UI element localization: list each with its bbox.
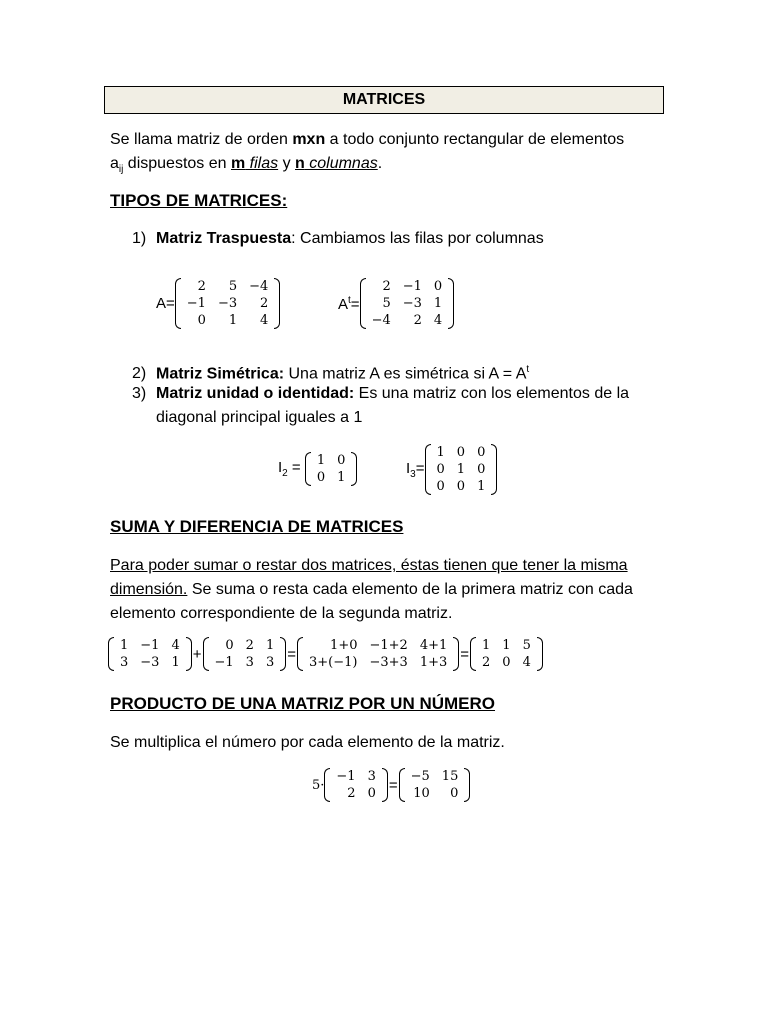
matrix-cell: 4 (260, 313, 269, 328)
matrix-row (366, 295, 449, 312)
matrix-cell: −4 (249, 279, 269, 294)
matrix-i3 (425, 444, 498, 495)
matrix-row (209, 654, 281, 671)
matrix-cell: −4 (371, 313, 391, 328)
matrix-a-label: A= (156, 295, 175, 312)
matrix-at (360, 278, 455, 329)
matrix-cell: 0 (477, 462, 486, 477)
matrix-row (311, 469, 352, 486)
matrix-cell: −1 (140, 638, 160, 653)
matrix-cell: 3+(−1) (309, 655, 358, 670)
matrix-cell: 2 (413, 313, 422, 328)
matrix-a-equation (156, 278, 280, 329)
bracket-right (537, 637, 543, 671)
matrix-cell: −5 (410, 769, 430, 784)
matrix-cell: 0 (197, 313, 206, 328)
matrix-cell: 1 (265, 638, 275, 653)
item-identidad (132, 382, 672, 430)
intro-text: a todo conjunto rectangular de elementos (325, 131, 625, 148)
matrix-i2-label (278, 459, 305, 479)
intro-line-2 (110, 152, 670, 182)
matrix-row (181, 278, 275, 295)
matrix-cell: 2 (245, 638, 254, 653)
matrix-i2-equation (278, 452, 357, 486)
label-sub: 3 (410, 468, 416, 480)
item-sup: t (526, 364, 530, 375)
matrix-cell: 1 (228, 313, 238, 328)
matrix-cell: 1 (171, 655, 180, 670)
equals-sign: = (460, 645, 470, 663)
producto-equation (312, 768, 470, 802)
matrix-cell: 0 (456, 479, 466, 494)
matrix-row (330, 768, 381, 785)
label-text: A (338, 295, 349, 313)
label-eq: = (350, 295, 360, 313)
matrix-row (366, 312, 449, 329)
matrix-row (114, 637, 186, 654)
producto-matrix-1 (324, 768, 387, 802)
producto-matrix-2 (399, 768, 471, 802)
matrix-cell: 5 (382, 296, 391, 311)
item-number: 3) (132, 385, 147, 402)
item-bold: Matriz unidad o identidad: (156, 385, 355, 402)
matrix-cell: −3 (217, 296, 238, 311)
matrix-cell: 1 (120, 638, 129, 653)
item-number: 2) (132, 365, 147, 383)
bracket-right (491, 444, 497, 495)
item-text: : Cambiamos las filas por columnas (291, 230, 544, 247)
matrix-cell: 3 (245, 655, 254, 670)
intro-filas: filas (245, 155, 279, 172)
equals-sign: = (287, 645, 296, 663)
matrix-row (366, 278, 449, 295)
item-text: Es una matriz con los elementos de la (354, 385, 630, 402)
intro-text: y (278, 155, 296, 172)
matrix-row (311, 452, 352, 469)
intro-text: a (110, 155, 119, 172)
matrix-cell: 1 (482, 638, 491, 653)
matrix-cell: 15 (441, 769, 459, 784)
matrix-cell: 2 (347, 786, 356, 801)
label-sup: t (348, 294, 351, 306)
item-text: Una matriz A es simétrica si A = A (284, 365, 527, 383)
matrix-row (330, 785, 381, 802)
matrix-cell: 0 (477, 445, 486, 460)
matrix-cell: 1 (456, 462, 466, 477)
matrix-cell: −1 (336, 769, 356, 784)
matrix-row (209, 637, 281, 654)
matrix-cell: 4 (433, 313, 443, 328)
matrix-cell: 2 (260, 296, 269, 311)
tipos-heading: TIPOS DE MATRICES: (110, 191, 288, 210)
producto-text: Se multiplica el número por cada elemento de la matriz. (110, 734, 505, 751)
intro-order-bold: mxn (292, 131, 326, 148)
suma-paragraph (110, 554, 670, 626)
matrix-cell: 0 (316, 470, 326, 485)
item-traspuesta (132, 227, 544, 251)
page-title: MATRICES (342, 91, 426, 108)
matrix-cell: −1 (402, 279, 422, 294)
matrix-cell: 2 (382, 279, 391, 294)
bracket-right (351, 452, 357, 486)
matrix-i2 (305, 452, 358, 486)
label-text: I (278, 459, 283, 476)
suma-underlined-2: dimensión. (110, 581, 188, 598)
matrix-row (476, 637, 537, 654)
matrix-row (181, 312, 275, 329)
matrix-cell: 4 (522, 655, 531, 670)
matrix-cell: 1 (433, 296, 443, 311)
equals-sign: = (388, 776, 398, 794)
matrix-cell: 3 (265, 655, 275, 670)
intro-text: . (377, 155, 383, 172)
producto-heading: PRODUCTO DE UNA MATRIZ POR UN NÚMERO (110, 694, 496, 713)
matrix-cell: 0 (456, 445, 466, 460)
matrix-row (405, 768, 465, 785)
label-sub: 2 (282, 468, 288, 479)
matrix-cell: 0 (367, 786, 376, 801)
matrix-cell: 4+1 (419, 638, 448, 653)
item-number: 1) (132, 230, 147, 247)
matrix-cell: 2 (197, 279, 206, 294)
matrix-cell: 1+0 (330, 638, 358, 653)
suma-matrix-4 (470, 637, 543, 671)
suma-matrix-1 (108, 637, 192, 671)
matrix-cell: 3 (367, 769, 376, 784)
matrix-row (303, 654, 453, 671)
intro-columnas: columnas (304, 155, 378, 172)
matrix-cell: 0 (225, 638, 234, 653)
matrix-cell: 1 (436, 445, 445, 460)
item-bold: Matriz Traspuesta (156, 230, 292, 247)
intro-text: dispuestos en (123, 155, 231, 172)
suma-matrix-2 (203, 637, 287, 671)
matrix-row (476, 654, 537, 671)
intro-n: n (295, 155, 305, 172)
matrix-cell: 0 (337, 453, 346, 468)
bracket-right (464, 768, 470, 802)
intro-line-1 (110, 128, 670, 152)
intro-m: m (230, 155, 246, 172)
matrix-at-equation (338, 278, 454, 329)
suma-text-3: elemento correspondiente de la segunda matriz. (110, 605, 453, 622)
label-eq: = (415, 459, 425, 477)
matrix-cell: −3 (402, 296, 422, 311)
matrix-cell: −1 (214, 655, 234, 670)
matrix-row (181, 295, 275, 312)
matrix-cell: 3 (120, 655, 129, 670)
plus-sign: + (192, 645, 202, 663)
intro-text: Se llama matriz de orden (110, 131, 293, 148)
matrix-cell: −1 (186, 296, 206, 311)
matrix-row (431, 444, 492, 461)
matrix-i3-label (406, 460, 425, 480)
title-box (104, 86, 664, 114)
suma-heading: SUMA Y DIFERENCIA DE MATRICES (110, 517, 404, 536)
matrix-cell: −3+3 (369, 655, 408, 670)
item-text-2: diagonal principal iguales a 1 (156, 409, 363, 426)
matrix-cell: 0 (450, 786, 459, 801)
label-text: I (406, 459, 411, 477)
matrix-row (405, 785, 465, 802)
matrix-cell: 10 (413, 786, 430, 801)
matrix-row (431, 478, 492, 495)
suma-underlined-1: Para poder sumar o restar dos matrices, éstas tienen que tener la misma (110, 557, 628, 574)
matrix-cell: 2 (482, 655, 491, 670)
matrix-cell: −3 (140, 655, 160, 670)
matrix-cell: −1+2 (369, 638, 408, 653)
matrix-cell: 1 (477, 479, 486, 494)
matrix-cell: 1 (502, 638, 511, 653)
matrix-i3-equation (406, 444, 497, 495)
matrix-row (114, 654, 186, 671)
matrix-cell: 5 (522, 638, 531, 653)
matrix-cell: 5 (228, 279, 238, 294)
intro-subscript: ij (118, 164, 124, 176)
matrix-cell: 0 (433, 279, 443, 294)
bracket-right (274, 278, 280, 329)
suma-matrix-3 (297, 637, 459, 671)
matrix-cell: 4 (171, 638, 180, 653)
matrix-row (303, 637, 453, 654)
label-eq: = (287, 459, 305, 476)
scalar: 5· (312, 777, 325, 793)
matrix-cell: 1 (337, 470, 346, 485)
suma-equation (108, 637, 543, 671)
matrix-cell: 0 (436, 479, 445, 494)
item-bold: Matriz Simétrica: (156, 365, 285, 383)
intro-paragraph (110, 128, 670, 182)
matrix-cell: 1+3 (419, 655, 448, 670)
matrix-row (431, 461, 492, 478)
matrix-cell: 0 (502, 655, 511, 670)
bracket-right (448, 278, 454, 329)
suma-text-2: Se suma o resta cada elemento de la primera matriz con cada (187, 581, 633, 598)
matrix-at-label (338, 295, 360, 313)
matrix-a (175, 278, 281, 329)
matrix-cell: 0 (436, 462, 445, 477)
matrix-cell: 1 (316, 453, 326, 468)
